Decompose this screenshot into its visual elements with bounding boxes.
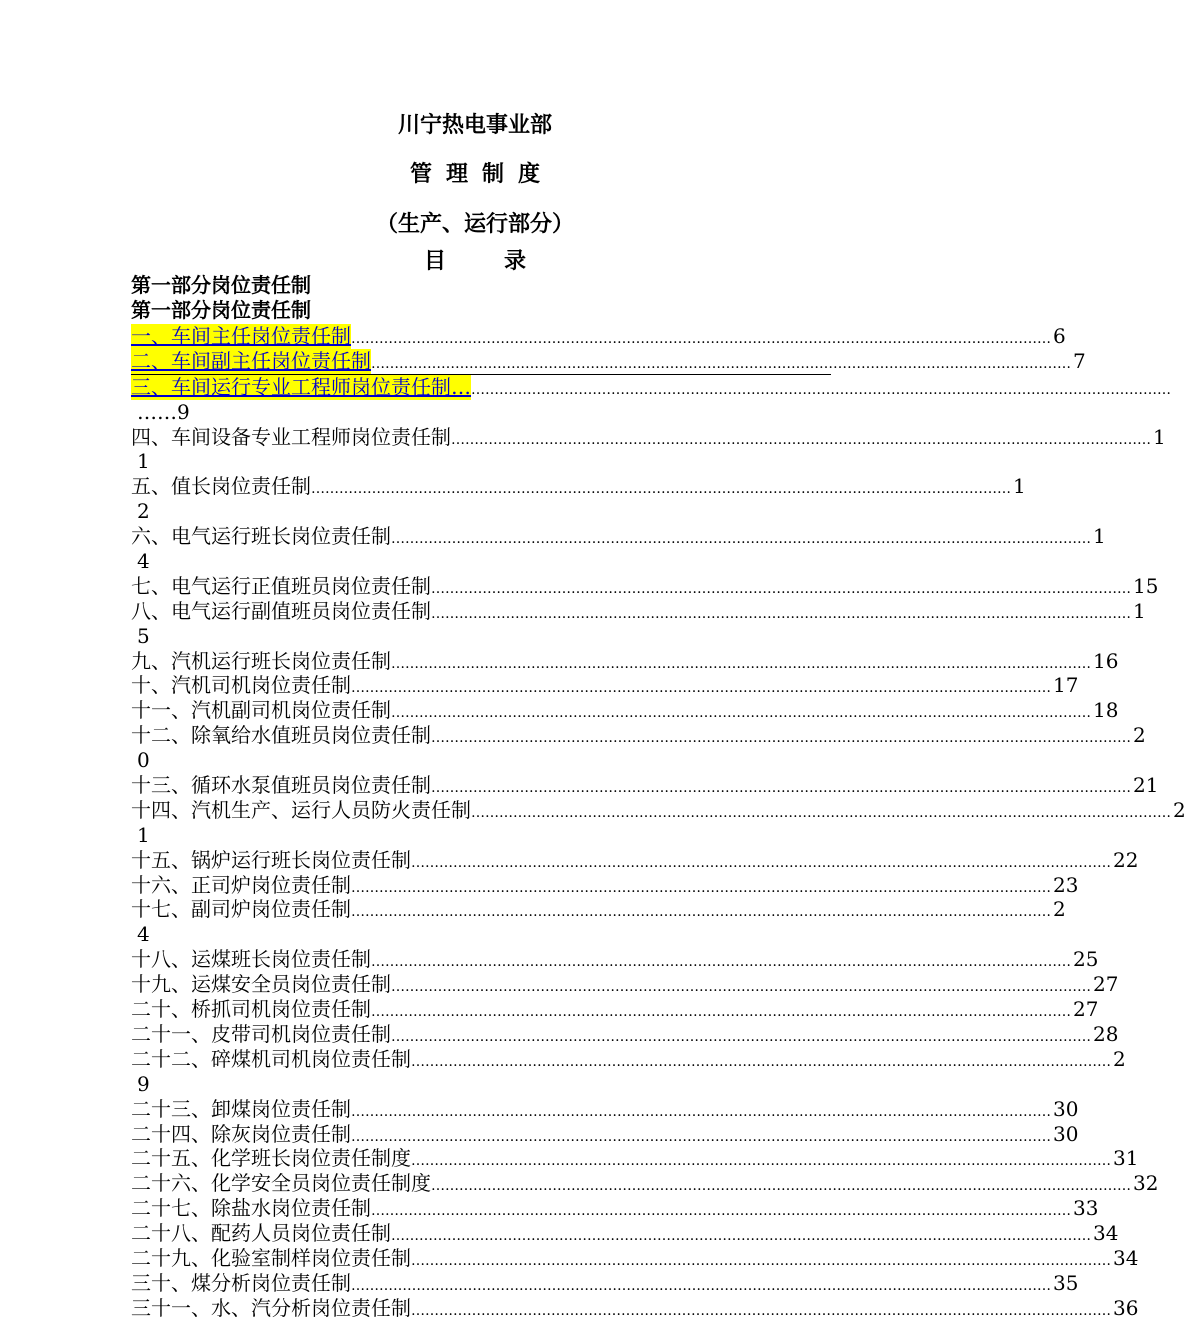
toc-page-number: 23 (1053, 872, 1079, 897)
toc-page-number: 16 (1093, 648, 1119, 673)
toc-entry (131, 673, 1079, 698)
toc-entry-label[interactable]: 二、车间副主任岗位责任制 (131, 348, 371, 373)
toc-leader-dots: …………………………………………………………………………………………………………………………………… (411, 1153, 1111, 1170)
toc-leader-dots: …………………………………………………………………………………………………………………………………… (431, 780, 1131, 797)
toc-entry-label: 八、电气运行副值班员岗位责任制 (131, 598, 431, 623)
toc-leader-dots: …………………………………………………………………………………………………………………………………… (391, 655, 1091, 672)
toc-page-number: 35 (1053, 1270, 1079, 1295)
toc-entry (131, 997, 1099, 1022)
toc-leader-dots: …………………………………………………………………………………………………………………………………… (391, 1028, 1091, 1045)
section-heading: 第一部分岗位责任制 (131, 298, 311, 322)
toc-entry (131, 1270, 1079, 1296)
toc-page-number: 36 (1113, 1295, 1139, 1320)
toc-leader-dots: …………………………………………………………………………………………………………………………………… (371, 1004, 1071, 1021)
toc-entry-label: 二十一、皮带司机岗位责任制 (131, 1021, 391, 1046)
toc-entry-label: 十六、正司炉岗位责任制 (131, 872, 351, 897)
toc-entry-label: 九、汽机运行班长岗位责任制 (131, 648, 391, 673)
toc-entry (131, 947, 1099, 972)
toc-page-number-continuation: 5 (137, 623, 150, 648)
toc-entry (131, 972, 1119, 997)
toc-entry-label: 四、车间设备专业工程师岗位责任制 (131, 424, 451, 449)
toc-page-number-continuation: 4 (137, 922, 150, 947)
toc-entry-label: 六、电气运行班长岗位责任制 (131, 524, 391, 549)
toc-entry (131, 1096, 1079, 1122)
toc-entry-label[interactable]: 三、车间运行专业工程师岗位责任制… (131, 374, 471, 399)
toc-entry (131, 1295, 1139, 1321)
toc-page-number-continuation: ……9 (137, 399, 190, 424)
toc-entry-label: 十三、循环水泵值班员岗位责任制 (131, 773, 431, 798)
toc-leader-dots: …………………………………………………………………………………………………………………………………… (411, 854, 1111, 871)
toc-entry (131, 773, 1159, 798)
toc-leader-dots: …………………………………………………………………………………………………………………………………… (391, 705, 1091, 722)
section-heading: 第一部分岗位责任制 (131, 273, 311, 297)
toc-entry-label: 十九、运煤安全员岗位责任制 (131, 972, 391, 997)
toc-leader-dots: …………………………………………………………………………………………………………………………………… (351, 879, 1051, 896)
toc-entry-label: 二十、桥抓司机岗位责任制 (131, 997, 371, 1022)
toc-entry[interactable] (131, 324, 1066, 349)
toc-entry[interactable] (131, 348, 1086, 375)
toc-entry-label: 十五、锅炉运行班长岗位责任制 (131, 847, 411, 872)
toc-entry-label: 三十、煤分析岗位责任制 (131, 1270, 351, 1295)
toc-leader-dots: …………………………………………………………………………………………………………………………………… (351, 1277, 1051, 1294)
toc-entry (131, 474, 1026, 499)
toc-page-number: 27 (1073, 997, 1099, 1022)
org-title: 川宁热电事业部 (397, 113, 552, 138)
toc-entry-label: 十八、运煤班长岗位责任制 (131, 947, 371, 972)
toc-page-number: 2 (1133, 723, 1146, 748)
toc-page-number: 2 (1173, 797, 1186, 822)
toc-entry (131, 524, 1106, 549)
toc-entry-label: 二十九、化验室制样岗位责任制 (131, 1245, 411, 1270)
toc-entry (131, 1171, 1159, 1196)
toc-entry (131, 1121, 1079, 1147)
toc-page-number: 1 (1153, 424, 1166, 449)
toc-page-number: 18 (1093, 698, 1119, 723)
toc-entry-label: 二十五、化学班长岗位责任制度 (131, 1146, 411, 1171)
toc-entry[interactable] (131, 374, 1171, 400)
toc-entry (131, 847, 1139, 873)
toc-leader-dots: …………………………………………………………………………………………………………………………………… (371, 1203, 1071, 1220)
toc-entry-label: 十一、汽机副司机岗位责任制 (131, 698, 391, 723)
toc-page-number: 1 (1093, 524, 1106, 549)
toc-leader-dots: …………………………………………………………………………………………………………………………………… (351, 331, 1051, 347)
toc-entry-label: 二十四、除灰岗位责任制 (131, 1121, 351, 1146)
toc-entry-label: 十、汽机司机岗位责任制 (131, 673, 351, 698)
table-of-contents (131, 324, 1186, 1321)
toc-page-number-continuation: 0 (137, 748, 150, 773)
toc-page-number: 1 (1133, 598, 1146, 623)
toc-leader-dots: …………………………………………………………………………………………………………………………………… (431, 730, 1131, 747)
toc-entry-label: 五、值长岗位责任制 (131, 474, 311, 499)
toc-leader-dots: …………………………………………………………………………………………………………………………………… (471, 381, 1171, 398)
toc-entry (131, 797, 1186, 823)
toc-page-number: 27 (1093, 972, 1119, 997)
toc-entry-label: 三十一、水、汽分析岗位责任制 (131, 1295, 411, 1320)
toc-entry (131, 1221, 1119, 1246)
toc-entry (131, 598, 1146, 624)
toc-entry (131, 698, 1119, 723)
toc-page-number-continuation: 4 (137, 549, 150, 574)
toc-leader-dots: …………………………………………………………………………………………………………………………………… (391, 979, 1091, 996)
toc-page-number-continuation: 2 (137, 499, 150, 524)
toc-entry-label: 二十八、配药人员岗位责任制 (131, 1221, 391, 1246)
toc-entry-label: 十七、副司炉岗位责任制 (131, 897, 351, 922)
toc-page-number: 30 (1053, 1096, 1079, 1121)
toc-entry (131, 1245, 1139, 1271)
toc-page-number-continuation: 1 (137, 449, 150, 474)
toc-entry (131, 1046, 1126, 1072)
toc-leader-dots: …………………………………………………………………………………………………………………………………… (471, 804, 1171, 821)
toc-leader-dots: …………………………………………………………………………………………………………………………………… (391, 531, 1091, 548)
toc-leader-dots: …………………………………………………………………………………………………………………………………… (351, 904, 1051, 921)
toc-leader-dots: …………………………………………………………………………………………………………………………………… (371, 954, 1071, 971)
toc-page-number: 2 (1113, 1046, 1126, 1071)
toc-entry (131, 1021, 1119, 1047)
toc-entry (131, 1146, 1139, 1171)
toc-page-number: 21 (1133, 773, 1159, 798)
toc-leader-dots: …………………………………………………………………………………………………………………………………… (431, 605, 1131, 622)
toc-leader-dots: …………………………………………………………………………………………………………………………………… (431, 1178, 1131, 1195)
toc-page-number: 2 (1053, 897, 1066, 922)
toc-entry (131, 872, 1079, 898)
toc-leader-dots: …………………………………………………………………………………………………………………………………… (311, 481, 1011, 498)
toc-entry-label[interactable]: 一、车间主任岗位责任制 (131, 324, 351, 348)
toc-page-number: 17 (1053, 673, 1079, 698)
toc-leader-dots: …………………………………………………………………………………………………………………………………… (371, 355, 1071, 372)
toc-entry-label: 二十三、卸煤岗位责任制 (131, 1096, 351, 1121)
toc-page-number: 25 (1073, 947, 1099, 972)
toc-entry (131, 1196, 1099, 1221)
toc-leader-dots: …………………………………………………………………………………………………………………………………… (351, 1128, 1051, 1145)
toc-entry (131, 648, 1119, 674)
toc-entry (131, 573, 1159, 599)
toc-page-number: 32 (1133, 1171, 1159, 1196)
toc-leader-dots: …………………………………………………………………………………………………………………………………… (411, 1252, 1111, 1269)
toc-page-number: 6 (1053, 324, 1066, 348)
toc-leader-dots: …………………………………………………………………………………………………………………………………… (451, 431, 1151, 448)
toc-page-number-continuation: 9 (137, 1071, 150, 1096)
toc-entry (131, 723, 1146, 748)
toc-entry-label: 十四、汽机生产、运行人员防火责任制 (131, 797, 471, 822)
toc-entry (131, 424, 1166, 450)
toc-page-number: 34 (1113, 1245, 1139, 1270)
toc-entry-label: 十二、除氧给水值班员岗位责任制 (131, 723, 431, 748)
toc-leader-dots: …………………………………………………………………………………………………………………………………… (351, 1103, 1051, 1120)
toc-leader-dots: …………………………………………………………………………………………………………………………………… (411, 1053, 1111, 1070)
doc-type-title: 管理制度 (409, 162, 554, 187)
toc-page-number: 15 (1133, 573, 1159, 598)
toc-leader-dots: …………………………………………………………………………………………………………………………………… (431, 580, 1131, 597)
toc-page-number: 34 (1093, 1221, 1119, 1246)
toc-page-number: 7 (1073, 348, 1086, 373)
toc-entry-label: 二十七、除盐水岗位责任制 (131, 1196, 371, 1221)
toc-page-number: 30 (1053, 1121, 1079, 1146)
toc-page-number: 31 (1113, 1146, 1139, 1171)
toc-leader-dots: …………………………………………………………………………………………………………………………………… (351, 680, 1051, 697)
toc-leader-dots: …………………………………………………………………………………………………………………………………… (411, 1302, 1111, 1319)
toc-page-number: 28 (1093, 1021, 1119, 1046)
scope-subtitle: （生产、运行部分） (375, 212, 574, 237)
toc-entry-label: 七、电气运行正值班员岗位责任制 (131, 573, 431, 598)
toc-entry (131, 897, 1066, 922)
toc-entry-label: 二十二、碎煤机司机岗位责任制 (131, 1046, 411, 1071)
toc-page-number-continuation: 1 (137, 822, 150, 847)
toc-entry-label: 二十六、化学安全员岗位责任制度 (131, 1171, 431, 1196)
toc-leader-dots: …………………………………………………………………………………………………………………………………… (391, 1228, 1091, 1245)
toc-page-number: 33 (1073, 1196, 1099, 1221)
toc-heading: 目录 (423, 249, 584, 274)
toc-page-number: 1 (1013, 474, 1026, 499)
toc-page-number: 22 (1113, 847, 1139, 872)
